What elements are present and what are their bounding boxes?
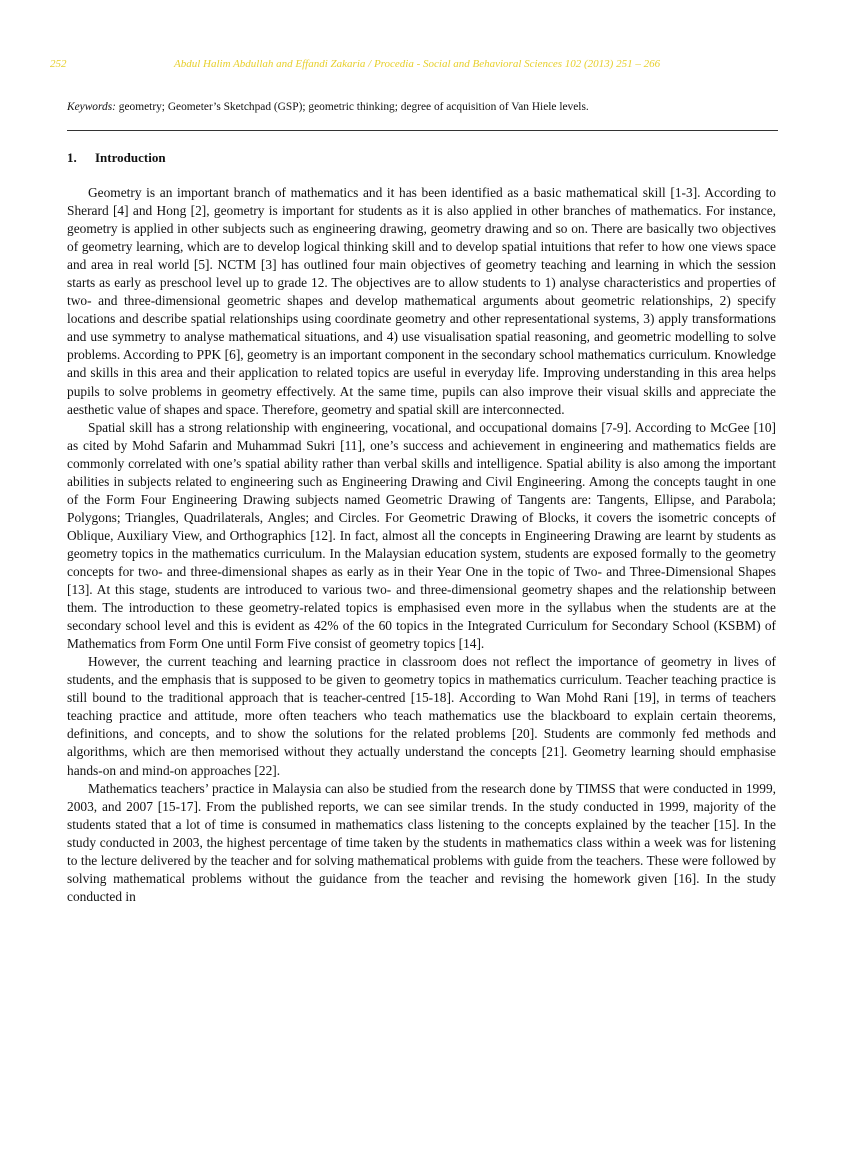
page-number: 252 bbox=[50, 58, 67, 70]
section-title: Introduction bbox=[95, 150, 166, 165]
keywords-line bbox=[67, 100, 777, 114]
paragraph: However, the current teaching and learning practice in classroom does not reflect the importance of geometry in lives of students, and the emphasis that is supposed to be given to geometry topics in mathematics curriculum. Teacher teaching practice is still bound to the traditional approach that is teacher-centred [15-18]. According to Wan Mohd Rani [19], in terms of teachers teaching practice and attitude, more often teachers who teach mathematics use the blackboard to explain certain theorems, definitions, and concepts, and to show the solutions for the related problems [20]. Students are commonly fed methods and algorithms, which are then memorised without they actually understand the concepts [21]. Geometry learning should emphasise hands-on and mind-on approaches [22]. bbox=[67, 654, 776, 778]
paragraph: Geometry is an important branch of mathematics and it has been identified as a basic mathematical skill [1-3]. According to Sherard [4] and Hong [2], geometry is important for students as it is also applied in other branches of mathematics. For instance, geometry is applied in other subjects such as engineering drawing, geometry drawing and so on. There are basically two objectives of geometry learning, which are to develop logical thinking skill and to develop spatial intuitions that refer to how one views space and area in real world [5]. NCTM [3] has outlined four main objectives of geometry teaching and learning in which the session starts as early as preschool level up to grade 12. The objectives are to allow students to 1) analyse characteristics and properties of two- and three-dimensional geometric shapes and develop mathematical arguments about geometric relationships, 2) specify locations and describe spatial relationships using coordinate geometry and other representational systems, 3) apply transformations and use symmetry to analyse mathematical situations, and 4) use visualisation spatial reasoning, and geometric modelling to solve problems. According to PPK [6], geometry is an important component in the secondary school mathematics curriculum. Knowledge and skills in this area and their application to related topics are useful in everyday life. Improving understanding in this area helps pupils to solve problems in geometry effectively. At the same time, pupils can also improve their visual skills and appreciate the aesthetic value of shapes and space. Therefore, geometry and spatial skill are interconnected. bbox=[67, 185, 776, 417]
journal-citation: Abdul Halim Abdullah and Effandi Zakaria / Procedia - Social and Behavioral Sciences 102 (2013) 251 – 266 bbox=[174, 58, 661, 70]
separator-rule bbox=[67, 130, 778, 131]
body-text bbox=[67, 184, 776, 906]
section-number: 1. bbox=[67, 150, 77, 165]
keywords-text: geometry; Geometer’s Sketchpad (GSP); geometric thinking; degree of acquisition of Van Hiele levels. bbox=[118, 101, 589, 113]
running-header bbox=[50, 58, 790, 74]
paragraph: Spatial skill has a strong relationship with engineering, vocational, and occupational domains [7-9]. According to McGee [10] as cited by Mohd Safarin and Muhammad Sukri [11], one’s success and achievement in engineering and mathematics fields are commonly correlated with one’s spatial ability rather than verbal skills and intelligence. Spatial ability is also among the important abilities in subjects related to engineering such as Engineering Drawing and Civil Engineering. Among the concepts taught in one of the Form Four Engineering Drawing subjects named Geometric Drawing of Tangents are: Tangents, Ellipse, and Parabola; Polygons; Triangles, Quadrilaterals, Angles; and Circles. For Geometric Drawing of Blocks, it covers the isometric concepts of Oblique, Auxiliary View, and Orthographics [12]. In fact, almost all the concepts in Engineering Drawing are learnt by students as geometry topics in the mathematics curriculum. In the Malaysian education system, students are exposed formally to the geometry concepts for two- and three-dimensional shapes as early as in their Year One in the topic of Two- and Three-Dimensional Shapes [13]. At this stage, students are introduced to various two- and three-dimensional geometry shapes and the relationship between them. The introduction to these geometry-related topics is emphasised even more in the syllabus when the students are at the secondary school level and this is evident as 42% of the 60 topics in the Integrated Curriculum for Secondary School (KSBM) of Mathematics from Form One until Form Five consist of geometry topics [14]. bbox=[67, 419, 776, 652]
section-heading bbox=[67, 150, 166, 166]
keywords-label: Keywords: bbox=[67, 101, 116, 113]
paragraph: Mathematics teachers’ practice in Malaysia can also be studied from the research done by TIMSS that were conducted in 1999, 2003, and 2007 [15-17]. From the published reports, we can see similar trends. In the study conducted in 1999, majority of the students stated that a lot of time is consumed in mathematics class listening to the concepts explained by the teacher [15]. In the study conducted in 2003, the highest percentage of time taken by the students in mathematics class within a week was for listening to the lecture delivered by the teacher and for solving mathematical problems with guide from the teachers. These were followed by solving mathematical problems without the guidance from the teacher and revising the homework given [16]. In the study conducted in bbox=[67, 780, 776, 904]
